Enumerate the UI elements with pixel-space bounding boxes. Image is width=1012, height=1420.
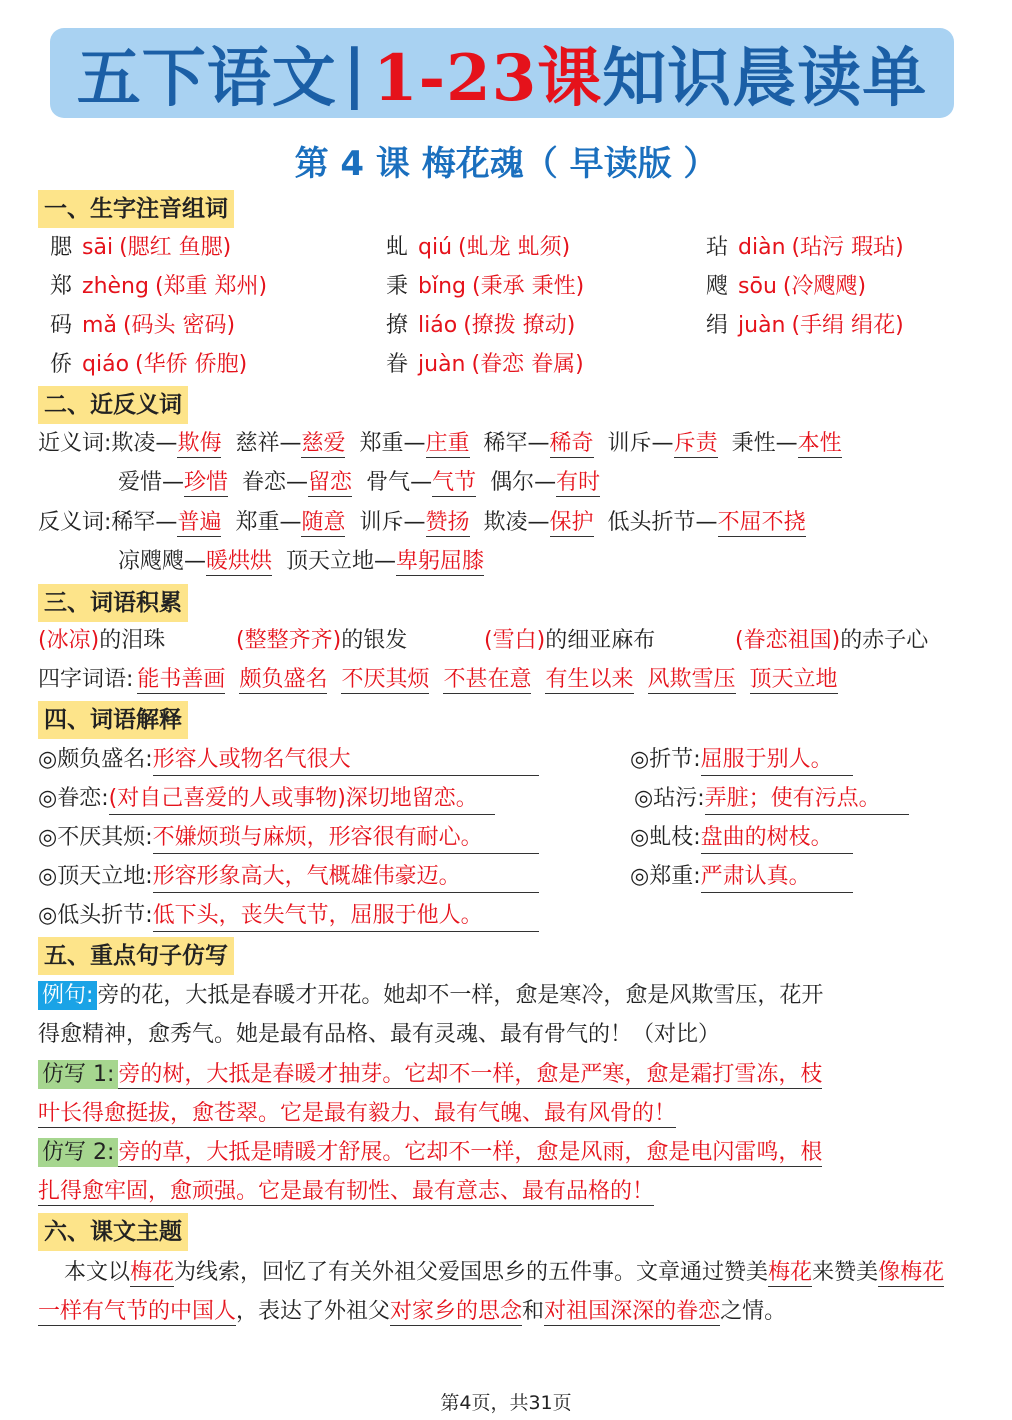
char-entry: [706, 233, 904, 263]
definition-text: 弄脏；使有污点。: [705, 784, 909, 815]
four-char-row: [38, 665, 838, 695]
paren-close: ): [536, 628, 546, 653]
pair-answer: 稀奇: [549, 431, 594, 456]
term: ◎颇负盛名:: [38, 747, 153, 772]
antonym-row-2: [118, 547, 498, 577]
word-group: (腮红 鱼腮): [119, 235, 232, 260]
banner-range: 1-23课: [373, 41, 603, 116]
definition-text: 形容形象高大，气概雄伟豪迈。: [153, 862, 539, 893]
word-pair: [484, 431, 594, 456]
pair-word: 训斥—: [607, 431, 674, 456]
word-pair: [359, 510, 469, 535]
pair-word: 欺凌—: [483, 510, 550, 535]
word-group: (华侨 侨胞): [135, 352, 248, 377]
definition-text: 严肃认真。: [701, 862, 853, 893]
pinyin: qiú: [418, 235, 453, 260]
term: ◎顶天立地:: [38, 864, 153, 889]
term: ◎虬枝:: [630, 825, 701, 850]
word-pair: [359, 431, 469, 456]
definition-text: 盘曲的树枝。: [701, 823, 853, 854]
phrase-text: 的泪珠: [99, 628, 166, 653]
term: ◎郑重:: [630, 864, 701, 889]
pair-word: 凉飕飕—: [118, 549, 207, 574]
section-1-heading: 一、生字注音组词: [38, 190, 234, 228]
theme-text-k: 之情。: [720, 1299, 787, 1324]
word-pair: [235, 510, 345, 535]
char-entry: [386, 233, 570, 263]
synonym-row-2: [118, 468, 614, 498]
pair-answer: 普遍: [177, 510, 222, 535]
imitation-2-line-1: [38, 1138, 822, 1168]
char-entry: [386, 311, 575, 341]
pair-answer: 慈爱: [301, 431, 346, 456]
theme-key-hometown: 对家乡的思念: [390, 1299, 523, 1324]
pair-word: 顶天立地—: [286, 549, 397, 574]
definition-text: 低下头，丧失气节，屈服于他人。: [153, 901, 539, 932]
char-entry: [50, 350, 247, 380]
char-entry: [706, 272, 866, 302]
section-3-heading: 三、词语积累: [38, 584, 188, 622]
lesson-title: 第 4 课 梅花魂（ 早读版 ）: [294, 144, 718, 184]
term: ◎折节:: [630, 747, 701, 772]
paren-open: (: [236, 628, 245, 653]
char-entry: [50, 233, 231, 263]
theme-text-e: 来赞美: [812, 1260, 879, 1285]
pair-word: 郑重—: [359, 431, 426, 456]
example-text-1: 旁的花，大抵是春暖才开花。她却不一样，愈是寒冷，愈是风欺雪压，花开: [97, 983, 824, 1008]
imitation-2-text-2: 扎得愈牢固，愈顽强。它是最有韧性、最有意志、最有品格的！: [38, 1179, 655, 1204]
four-char-label: 四字词语:: [38, 667, 134, 692]
definition-left: [38, 784, 495, 815]
theme-paragraph: [38, 1253, 963, 1331]
imitation-2-text-1: 旁的草，大抵是晴暖才舒展。它却不一样，愈是风雨，愈是电闪雷鸣，根: [118, 1140, 823, 1165]
char: 飕: [706, 274, 729, 299]
word-pair: [286, 549, 484, 574]
char: 撩: [386, 313, 409, 338]
page-number: 第4页，共31页: [440, 1392, 572, 1414]
word-pair: [242, 470, 352, 495]
pair-answer: 气节: [432, 470, 477, 495]
pair-answer: 不屈不挠: [717, 510, 806, 535]
pair-word: 稀罕—: [111, 510, 178, 535]
char: 虬: [386, 235, 409, 260]
definition-left: [38, 745, 539, 776]
pinyin: bǐng: [418, 274, 467, 299]
theme-key-clue: 梅花: [130, 1260, 175, 1285]
pair-word: 欺凌—: [111, 431, 178, 456]
char-entry: [386, 272, 584, 302]
word-pair: [111, 510, 221, 535]
banner-name: 知识晨读单: [602, 41, 928, 116]
pair-answer: 随意: [301, 510, 346, 535]
word-pair: [366, 470, 476, 495]
pair-word: 爱惜—: [118, 470, 185, 495]
phrase-item: [735, 626, 928, 656]
theme-text-i: 和: [522, 1299, 545, 1324]
word-pair: [235, 431, 345, 456]
definition-right: [634, 784, 909, 815]
word-pair: [118, 549, 272, 574]
char-entry: [706, 311, 904, 341]
pair-word: 偶尔—: [490, 470, 557, 495]
word-group: (玷污 瑕玷): [791, 235, 904, 260]
char-entry: [50, 272, 267, 302]
four-char-word: 风欺雪压: [647, 667, 736, 692]
four-char-word: 不甚在意: [443, 667, 532, 692]
pinyin: liáo: [418, 313, 458, 338]
definition-text: 形容人或物名气很大: [153, 745, 539, 776]
pair-word: 骨气—: [366, 470, 433, 495]
section-5-heading: 五、重点句子仿写: [38, 937, 234, 975]
section-2-heading: 二、近反义词: [38, 386, 188, 424]
pinyin: mǎ: [82, 313, 117, 338]
word-group: (冷飕飕): [782, 274, 867, 299]
pair-word: 郑重—: [235, 510, 302, 535]
definition-left: [38, 823, 539, 854]
four-char-word: 颇负盛名: [239, 667, 328, 692]
pinyin: diàn: [738, 235, 786, 260]
char: 侨: [50, 352, 73, 377]
example-tag: 例句:: [38, 981, 97, 1010]
pair-answer: 保护: [549, 510, 594, 535]
phrase-item: [484, 626, 655, 656]
phrase-item: [38, 626, 165, 656]
pair-answer: 留恋: [308, 470, 353, 495]
phrase-text: 的细亚麻布: [545, 628, 656, 653]
pinyin: juàn: [738, 313, 786, 338]
definition-text: (对自己喜爱的人或事物)深切地留恋。: [109, 784, 495, 815]
paren-close: ): [831, 628, 841, 653]
definition-text: 不嫌烦琐与麻烦，形容很有耐心。: [153, 823, 539, 854]
example-line-1: [38, 981, 823, 1011]
section-6-heading: 六、课文主题: [38, 1213, 188, 1251]
word-group: (郑重 郑州): [154, 274, 268, 299]
phrase-answer: 眷恋祖国: [743, 628, 832, 653]
phrase-answer: 冰凉: [46, 628, 91, 653]
word-group: (眷恋 眷属): [471, 352, 584, 377]
pair-word: 眷恋—: [242, 470, 309, 495]
char-entry: [50, 311, 235, 341]
antonym-label: 反义词:: [38, 510, 112, 535]
definition-right: [630, 823, 853, 854]
phrase-text: 的银发: [341, 628, 408, 653]
word-pair: [111, 431, 221, 456]
pair-answer: 珍惜: [184, 470, 229, 495]
pair-answer: 本性: [797, 431, 842, 456]
term: ◎不厌其烦:: [38, 825, 153, 850]
pair-answer: 卑躬屈膝: [396, 549, 485, 574]
phrase-item: [236, 626, 407, 656]
word-pair: [608, 431, 718, 456]
char: 玷: [706, 235, 729, 260]
word-group: (秉承 秉性): [472, 274, 585, 299]
four-char-word: 不厌其烦: [341, 667, 430, 692]
word-pair: [608, 510, 806, 535]
antonym-row-1: [38, 508, 820, 538]
pair-answer: 暖烘烘: [206, 549, 273, 574]
word-pair: [732, 431, 842, 456]
definition-right: [630, 862, 853, 893]
imitation-1-text-1: 旁的树，大抵是春暖才抽芽。它却不一样，愈是严寒，愈是霜打雪冻，枝: [118, 1062, 823, 1087]
imitation-1-line-2: [38, 1099, 676, 1129]
paren-close: ): [332, 628, 342, 653]
paren-open: (: [735, 628, 744, 653]
paren-open: (: [484, 628, 493, 653]
paren-close: ): [90, 628, 100, 653]
pinyin: qiáo: [82, 352, 130, 377]
imitation-1-line-1: [38, 1060, 822, 1090]
pinyin: sāi: [82, 235, 114, 260]
synonym-row-1: [38, 429, 856, 459]
word-pair: [118, 470, 228, 495]
term: ◎玷污:: [634, 786, 705, 811]
word-group: (码头 密码): [122, 313, 236, 338]
banner-subject: 五下语文: [76, 41, 337, 116]
char: 眷: [386, 352, 409, 377]
term: ◎眷恋:: [38, 786, 109, 811]
theme-key-people: 像梅花一样有气节的中国人: [38, 1260, 945, 1324]
pair-answer: 赞扬: [425, 510, 470, 535]
definition-left: [38, 901, 539, 932]
paren-open: (: [38, 628, 47, 653]
word-pair: [484, 510, 594, 535]
char-entry: [386, 350, 584, 380]
theme-key-motherland: 对祖国深深的眷恋: [544, 1299, 721, 1324]
word-group: (手绢 绢花): [791, 313, 904, 338]
four-char-word: 顶天立地: [749, 667, 838, 692]
pinyin: juàn: [418, 352, 466, 377]
theme-text-c: 为线索，回忆了有关外祖父爱国思乡的五件事。文章通过赞美: [174, 1260, 769, 1285]
pair-word: 慈祥—: [235, 431, 302, 456]
pair-answer: 欺侮: [177, 431, 222, 456]
pair-word: 低头折节—: [607, 510, 718, 535]
title-banner: [50, 28, 954, 118]
banner-separator: |: [342, 35, 368, 111]
synonym-label: 近义词:: [38, 431, 112, 456]
pinyin: zhèng: [82, 274, 149, 299]
term: ◎低头折节:: [38, 903, 153, 928]
imitation-1-text-2: 叶长得愈挺拔，愈苍翠。它是最有毅力、最有气魄、最有风骨的！: [38, 1101, 677, 1126]
word-group: (虬龙 虬须): [458, 235, 571, 260]
phrase-answer: 整整齐齐: [244, 628, 333, 653]
char: 码: [50, 313, 73, 338]
four-char-word: 能书善画: [137, 667, 226, 692]
pair-word: 秉性—: [731, 431, 798, 456]
char: 郑: [50, 274, 73, 299]
imitation-2-line-2: [38, 1177, 654, 1207]
pair-word: 稀罕—: [483, 431, 550, 456]
char: 腮: [50, 235, 73, 260]
example-line-2: 得愈精神，愈秀气。她是最有品格、最有灵魂、最有骨气的！（对比）: [38, 1022, 721, 1047]
definition-right: [630, 745, 853, 776]
phrase-text: 的赤子心: [840, 628, 929, 653]
char: 秉: [386, 274, 409, 299]
word-pair: [490, 470, 600, 495]
pair-answer: 有时: [556, 470, 601, 495]
pair-answer: 斥责: [673, 431, 718, 456]
theme-text-a: 本文以: [64, 1260, 131, 1285]
definition-left: [38, 862, 539, 893]
pinyin: sōu: [738, 274, 777, 299]
pair-word: 训斥—: [359, 510, 426, 535]
imitation-2-tag: 仿写 2:: [38, 1138, 118, 1167]
phrase-answer: 雪白: [492, 628, 537, 653]
theme-key-plum: 梅花: [768, 1260, 813, 1285]
word-group: (撩拨 撩动): [463, 313, 576, 338]
definition-text: 屈服于别人。: [701, 745, 853, 776]
four-char-word: 有生以来: [545, 667, 634, 692]
imitation-1-tag: 仿写 1:: [38, 1060, 118, 1089]
section-4-heading: 四、词语解释: [38, 701, 188, 739]
theme-text-g: ，表达了外祖父: [236, 1299, 391, 1324]
pair-answer: 庄重: [425, 431, 470, 456]
char: 绢: [706, 313, 729, 338]
